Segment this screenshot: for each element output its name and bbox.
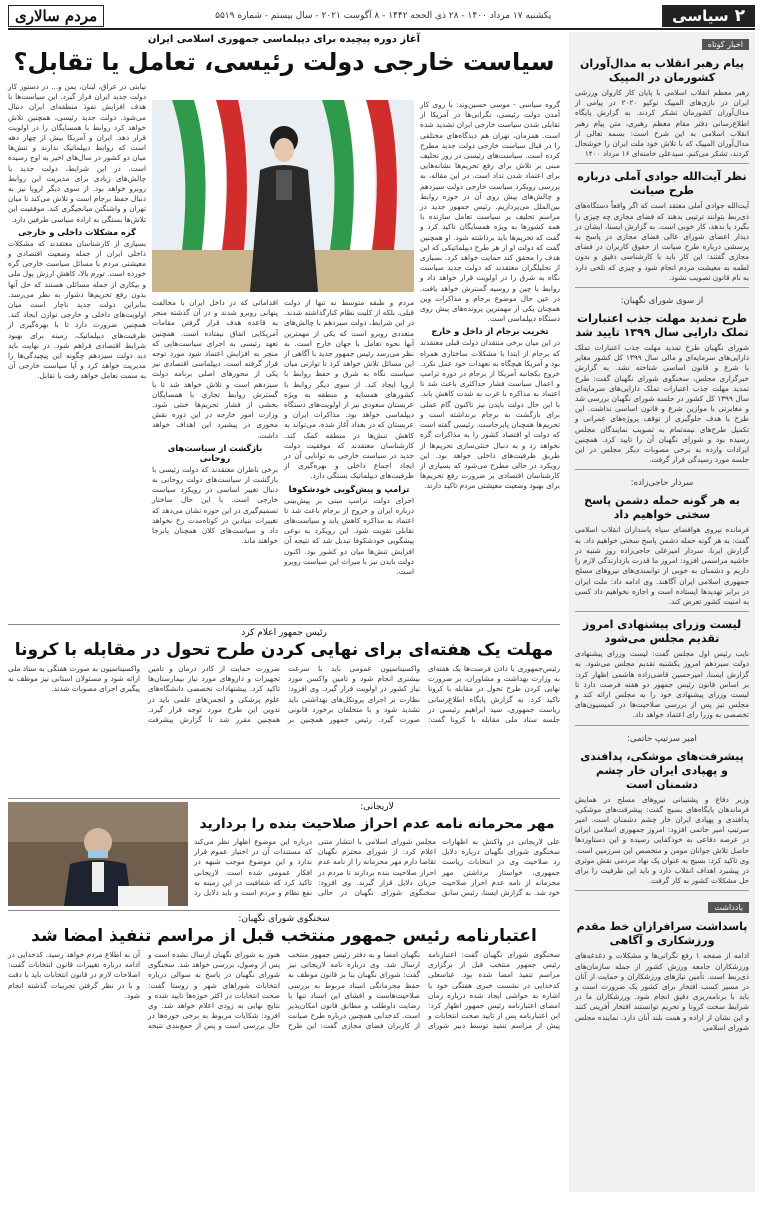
sidebar-story-title: پیشرفت‌های موشکی، پدافندی و پهپادی ایران خار چشم دشمنان است bbox=[580, 749, 744, 791]
dateline: یکشنبه ۱۷ مرداد ۱۴۰۰ - ۲۸ ذی الحجه ۱۴۴۲ - ۸ آگوست ۲۰۲۱ - سال بیستم - شماره ۵۵۱۹ bbox=[215, 11, 552, 21]
section-badge bbox=[662, 5, 755, 27]
lead-column-1 bbox=[420, 100, 560, 620]
story-headline: اعتبارنامه رئیس جمهور منتخب قبل از مراسم تنفیذ امضا شد bbox=[31, 926, 537, 946]
lead-text: نیابتی در عراق، لبنان، یمن و... در دستور کار دولت جدید ایران قرار گیرد. این سیاست‌ها با هدف افزایش نفوذ منطقه‌ای ایران دنبال می‌شود. دولت جدید رئیسی، همچنین تلاش خواهد کرد روابط با همسایگان را در اولویت قرار دهد. ایران و آمریکا بیش از چهار دهه است که روابط دیپلماتیک ندارند و تنش‌ها میان دو کشور در سال‌های اخیر به اوج رسیده است. در این شرایط، دولت جدید با چالش‌های زیادی برای مدیریت این روابط روبرو خواهد بود. از سوی دیگر اروپا نیز به دنبال حفظ برجام است و تلاش می‌کند تا میان تهران و واشنگتن میانجیگری کند. موفقیت این تلاش‌ها بستگی به اراده سیاسی طرفین دارد. bbox=[8, 82, 146, 224]
sidebar-story-body: فرمانده نیروی هوافضای سپاه پاسداران انقلاب اسلامی گفت: به هر گونه حمله دشمن پاسخ سختی خواهیم داد. به گزارش ایرنا، سردار امیرعلی حاجی‌زاده روز شنبه در حاشیه مراسمی افزود: امروز ما قدرت بازدارندگی لازم را داریم و دشمنان به خوبی از توانمندی‌های نیروهای مسلح جمهوری اسلامی ایران آگاهند. وی ادامه داد: ملت ایران در برابر تهدیدها ایستاده است و اجازه نخواهیم داد کسی به امنیت کشور تعرض کند. bbox=[575, 525, 749, 606]
sidebar-story-title: نظر آیت‌الله جوادی آملی درباره طرح صیانت bbox=[577, 170, 747, 198]
story-text: سخنگوی شورای نگهبان گفت: اعتبارنامه رئیس جمهور منتخب قبل از برگزاری مراسم تنفیذ امضا شده بود. عباسعلی کدخدایی در نشست خبری هفتگی خود با اشاره به حواشی ایجاد شده درباره زمان امضای اعتبارنامه رئیس جمهور اظهار کرد: این اعتبارنامه پس از تایید صحت انتخابات و پیش از مراسم تنفیذ توسط دبیر شورای نگهبان امضا و به دفتر رئیس جمهور منتخب ارسال شد. وی درباره نامه لاریجانی نیز گفت: شورای نگهبان بنا بر قانون موظف به حفظ محرمانگی اسناد مربوط به بررسی صلاحیت‌هاست و افشای این اسناد تنها با رضایت داوطلب و مطابق قانون امکان‌پذیر است. کدخدایی همچنین درباره طرح صیانت از کاربران فضای مجازی گفت: این طرح هنوز به شورای نگهبان ارسال نشده است و پس از وصول، بررسی خواهد شد. سخنگوی شورای نگهبان در پاسخ به سوالی درباره انتخابات شوراهای شهر و روستا گفت: صحت انتخابات در اکثر حوزه‌ها تایید شده و نتایج نهایی به زودی اعلام خواهد شد. وی افزود: شکایات مربوط به برخی حوزه‌ها در حال بررسی است و پس از جمع‌بندی نتیجه آن به اطلاع مردم خواهد رسید. کدخدایی در ادامه درباره تغییرات قانون انتخابات گفت: اصلاحات لازم در قانون انتخابات باید با دقت و با در نظر گرفتن تجربیات گذشته انجام شود. bbox=[8, 950, 560, 1031]
page-number: ۲ bbox=[734, 6, 745, 26]
larijani-photo bbox=[8, 802, 188, 906]
story-kicker: لاریجانی: bbox=[360, 802, 394, 812]
sidebar-story-body: ادامه از صفحه ۱ رفع نگرانی‌ها و مشکلات و دغدغه‌های ورزشکاران جامعه ورزش کشور از جمله سازمان‌های ذی‌ربط است. تأمین نیازهای ورزشکاران و حمایت از آنان در مسیر کسب افتخار برای کشور یک ضرورت است و باید با برنامه‌ریزی دقیق انجام شود. ورزشکاران ما در شرایط سخت کرونا و تحریم توانستند افتخار آفرینی کنند و این نشان از اراده و همت بلند آنان دارد. نماینده مجلس شورای اسلامی bbox=[575, 951, 749, 1032]
sidebar-story-title: پیام رهبر انقلاب به مدال‌آوران کشورمان در المپیک bbox=[579, 57, 745, 84]
section-name: سیاسی bbox=[672, 7, 729, 25]
lead-kicker: آغاز دوره پیچیده برای دیپلماسی جمهوری اسلامی ایران bbox=[147, 34, 421, 45]
sidebar-story-kicker: از سوی شورای نگهبان: bbox=[620, 296, 704, 307]
page-header bbox=[8, 4, 755, 30]
newspaper-logo: مردم سالاری bbox=[8, 5, 104, 27]
story-text: رئیس‌جمهوری با دادن فرصت‌ها یک هفته‌ای به وزارت بهداشت و مشاوران، بر ضرورت نهایی کردن طرح تحول در مقابله با کرونا تاکید کرد. به گزارش پایگاه اطلاع‌رسانی ریاست جمهوری، سید ابراهیم رئیسی در جلسه ستاد ملی مقابله با کرونا گفت: واکسیناسیون عمومی باید با سرعت بیشتری انجام شود و تامین واکسن مورد نیاز کشور در اولویت قرار گیرد. وی افزود: نظارت بر اجرای پروتکل‌های بهداشتی باید تشدید شود و با متخلفان برخورد قانونی صورت گیرد. رئیس جمهور همچنین بر ضرورت حمایت از کادر درمان و تامین تجهیزات و داروهای مورد نیاز بیمارستان‌ها تاکید کرد. پیشنهادات تخصصی دانشگاه‌های علوم پزشکی و انجمن‌های علمی باید در تدوین این طرح مورد توجه قرار گیرد. همچنین مقرر شد تا گزارش پیشرفت واکسیناسیون به صورت هفتگی به ستاد ملی ارائه شود و مسئولان استانی نیز موظف به پیگیری اجرای مصوبات شدند. bbox=[8, 664, 560, 725]
sidebar-story-body: وزیر دفاع و پشتیبانی نیروهای مسلح در همایش فرماندهان پایگاه‌های بسیج گفت: پیشرفت‌های موشکی، پدافندی و پهپادی ایران خار چشم دشمنان است. امیر سرتیپ امیر حاتمی افزود: امروز جمهوری اسلامی ایران در عرصه دفاعی به خودکفایی رسیده و این دستاوردها حاصل تلاش جوانان مومن و متخصص این سرزمین است. وی تاکید کرد: بسیج به عنوان یک نهاد مردمی نقش موثری در پیشبرد اهداف انقلاب دارد و باید این ظرفیت را برای حل مشکلات کشور به کار گرفت. bbox=[575, 794, 749, 886]
story-larijani bbox=[194, 802, 560, 906]
sidebar-story-kicker: سردار حاجی‌زاده: bbox=[630, 478, 694, 489]
sidebar-tag-note: یادداشت bbox=[708, 902, 749, 913]
story-kicker: رئیس جمهور اعلام کرد bbox=[241, 628, 327, 638]
lead-text: بسیاری از کارشناسان معتقدند که مشکلات داخلی ایران از جمله وضعیت اقتصادی و معیشتی مردم با مسائل سیاست خارجی گره خورده است. تورم بالا، کاهش ارزش پول ملی و بیکاری از جمله مسائلی هستند که حل آنها بدون رفع تحریم‌ها دشوار به نظر می‌رسد. بنابراین دولت جدید ناچار است میان اولویت‌های داخلی و خارجی توازن ایجاد کند. همچنین ضرورت دارد تا با بهره‌گیری از ظرفیت‌های دیپلماتیک، زمینه برای بهبود شرایط اقتصادی فراهم شود. در نهایت باید دید دولت سیزدهم چگونه این پیچیدگی‌ها را مدیریت خواهد کرد و آیا سیاست خارجی آن به سمت تعامل خواهد رفت یا تقابل. bbox=[8, 238, 146, 381]
sidebar-story-body: شورای نگهبان طرح تمدید مهلت جذب اعتبارات تملک دارایی‌های سرمایه‌ای و مالی سال ۱۳۹۹ کل کشور مغایر با شرع و قانون اساسی شناخته نشد. به گزارش خبرگزاری مجلس، سخنگوی شورای نگهبان گفت: طرح تمدید مهلت جذب اعتبارات تملک دارایی‌های سرمایه‌ای سال ۱۳۹۹ کل کشور در جلسه شورای نگهبان بررسی شد و مغایرتی با موازین شرع و قانون اساسی نداشت. این طرح با هدف جلوگیری از توقف پروژه‌های عمرانی و تکمیل طرح‌های نیمه‌تمام به تصویب نمایندگان مجلس رسیده بود و شورای نگهبان آن را تایید کرد. همچنین ایرادات وارده به برخی مصوبات دیگر مجلس در این جلسه مورد رسیدگی قرار گرفت. bbox=[575, 343, 750, 465]
lead-text: اجرای دولت ترامپ مبنی بر پیش‌بینی درباره ایران و خروج از برجام باعث شد تا اعتماد به مذاکره کاهش یابد و سیاست‌های تقابلی تقویت شود. این رویکرد به نوعی پیشگویی خودشکوفا تبدیل شد که نتیجه آن افزایش تنش‌ها میان دو کشور بود. اکنون دولت بایدن نیز با میراث این سیاست روبرو است. bbox=[284, 495, 414, 577]
sidebar-story-body: نایب رئیس اول مجلس گفت: لیست وزرای پیشنهادی دولت سیزدهم امروز یکشنبه تقدیم مجلس می‌شود. به گزارش ایسنا، امیرحسین قاضی‌زاده هاشمی اظهار کرد: بر اساس قانون رئیس جمهور دو هفته فرصت دارد تا لیست وزرای پیشنهادی خود را به مجلس ارائه کند و مجلس نیز پس از بررسی صلاحیت‌ها در کمیسیون‌های تخصصی به وزرا رای اعتماد خواهد داد. bbox=[575, 649, 749, 720]
news-sidebar bbox=[569, 32, 755, 1192]
story-guardian-council bbox=[8, 914, 560, 1224]
lead-column-3 bbox=[152, 298, 278, 620]
main-content bbox=[8, 32, 560, 1192]
larijani-photo-graphic bbox=[8, 802, 188, 906]
story-corona bbox=[8, 628, 560, 794]
story-headline: مهر محرمانه نامه عدم احراز صلاحیت بنده را بردارید bbox=[199, 816, 555, 832]
sidebar-story-body: آیت‌الله جوادی آملی معتقد است که اگر واقعاً دستگاه‌های ذی‌ربط بتوانند ترتیبی بدهند که فضای مجازی چه چیزی را بگیرد یا ندهد، کار خوبی است. به گزارش ایسنا، ایشان در دیدار اعضای شورای عالی فضای مجازی در پاسخ به پرسشی درباره طرح صیانت از حقوق کاربران در فضای مجازی گفتند: این کار باید با کارشناسی دقیق و بدون لطمه به معیشت مردم انجام شود و چیزی که تلخی دارد به نام قانون تصویب نشود. bbox=[575, 201, 749, 282]
story-kicker: سخنگوی شورای نگهبان: bbox=[238, 914, 330, 924]
lead-column-4 bbox=[8, 82, 146, 620]
lead-text: در این میان برخی منتقدان دولت قبلی معتقدند که برجام از ابتدا با مشکلات ساختاری همراه بود و آمریکا هیچگاه به تعهدات خود عمل نکرد. خروج یکجانبه آمریکا از برجام در دوره ترامپ و اعمال سیاست فشار حداکثری باعث شد تا اعتماد به مذاکره با غرب به شدت کاهش یابد. با این حال دولت بایدن نیز تاکنون گام عملی برای بازگشت به برجام برنداشته است و تحریم‌ها همچنان پابرجاست. رئیسی گفته است که دولت او اقتصاد کشور را به مذاکرات گره نخواهد زد و به دنبال خنثی‌سازی تحریم‌ها از طریق ظرفیت‌های داخلی خواهد بود. این رویکرد در حالی مطرح می‌شود که بسیاری از کارشناسان اقتصادی بر ضرورت رفع تحریم‌ها برای بهبود وضعیت معیشتی مردم تاکید دارند. bbox=[420, 338, 560, 491]
lead-subhead: ترامپ و پیش‌گویی خودشکوفا bbox=[288, 483, 410, 494]
sidebar-tag-short-news: اخبار کوتاه bbox=[702, 39, 749, 50]
sidebar-story-kicker: امیر سرتیپ حاتمی: bbox=[627, 733, 697, 744]
president-photo bbox=[152, 100, 414, 292]
sidebar-story-title: طرح تمدید مهلت جذب اعتبارات تملک دارایی سال ۱۳۹۹ تایید شد bbox=[575, 312, 749, 340]
story-text: علی لاریجانی در واکنش به اظهارات سخنگوی شورای نگهبان درباره دلایل رد صلاحیت وی در انتخابات ریاست جمهوری، خواستار برداشتن مهر محرمانه از نامه عدم احراز صلاحیت خود شد. به گزارش ایسنا، رئیس سابق مجلس شورای اسلامی با انتشار متنی اعلام کرد: از شورای محترم نگهبان تقاضا دارم مهر محرمانه را از نامه عدم احراز صلاحیت بنده بردارند تا مردم در جریان دلایل قرار گیرند. وی افزود: سخنگوی شورای نگهبان در حالی درباره این موضوع اظهار نظر می‌کند که مستندات آن در اختیار عموم قرار ندارد و این موضوع موجب شبهه در افکار عمومی شده است. لاریجانی تاکید کرد که شفافیت در این زمینه به نفع نظام و مردم است و باید دلایل رد bbox=[194, 837, 560, 898]
lead-text: برخی ناظران معتقدند که دولت رئیسی با بازگشت از سیاست‌های دولت روحانی به دنبال تغییر اساسی در رویکرد سیاست خارجی است. با این حال ساختار تصمیم‌گیری در این حوزه نشان می‌دهد که تغییرات بنیادین در کوتاه‌مدت رخ نخواهد داد و سیاست‌های کلان همچنان پابرجا خواهند ماند. bbox=[152, 464, 278, 546]
sidebar-story-title: به هر گونه حمله دشمن پاسخ سختی خواهیم داد bbox=[584, 494, 740, 522]
sidebar-story-body: رهبر معظم انقلاب اسلامی با پایان کار کاروان ورزشی ایران در بازی‌های المپیک توکیو ۲۰۲۰ در پیامی از مدال‌آوران کشورمان تشکر کردند. به گزارش پایگاه اطلاع‌رسانی دفتر مقام معظم رهبری، متن پیام رهبر انقلاب اسلامی به این شرح است: بسمه تعالی از مدال‌آوران المپیک که با تلاش خود ملت ایران را خوشحال کردند، تشکر می‌کنم. سیدعلی خامنه‌ای ۱۶ مرداد ۱۴۰۰ bbox=[575, 88, 750, 159]
story-headline: مهلت یک هفته‌ای برای نهایی کردن طرح تحول در مقابله با کرونا bbox=[14, 640, 554, 660]
lead-column-2 bbox=[284, 298, 414, 620]
sidebar-story-title: پاسداشت سرافرازان خط مقدم ورزشکاری و آگاهی bbox=[576, 920, 748, 948]
lead-headline: سیاست خارجی دولت رئیسی، تعامل یا تقابل؟ bbox=[13, 48, 555, 76]
lead-text: مردم و طبقه متوسط نه تنها از دولت قبلی، بلکه از کلیت نظام کنارگذاشته شدند. در این شرایط، دولت سیزدهم با چالش‌های متعددی روبرو است که یکی از مهمترین آنها نحوه تعامل با جهان خارج است. به نظر می‌رسد رئیس جمهور جدید با آگاهی از این مسائل تلاش خواهد کرد تا توازنی میان سیاست نگاه به شرق و حفظ روابط با اروپا ایجاد کند. از سوی دیگر روابط با کشورهای همسایه و منطقه به ویژه عربستان سعودی نیز از اولویت‌های دستگاه دیپلماسی خواهد بود. مذاکرات ایران و عربستان که در بغداد آغاز شده، می‌تواند به کاهش تنش‌ها در منطقه کمک کند. کارشناسان معتقدند که موفقیت دولت جدید در سیاست خارجی به توانایی آن در ایجاد اجماع داخلی و بهره‌گیری از ظرفیت‌های دیپلماتیک بستگی دارد. bbox=[284, 298, 414, 481]
lead-subhead: تخریب برجام از داخل و خارج bbox=[431, 326, 549, 337]
lead-subhead: بازگشت از سیاست‌های روحانی bbox=[167, 442, 263, 463]
sidebar-story-title: لیست وزرای پیشنهادی امروز تقدیم مجلس می‌شود bbox=[582, 618, 742, 646]
president-photo-graphic bbox=[152, 100, 414, 292]
lead-text: گروه سیاسی - موسی حسین‌وند: با روی کار آمدن دولت رئیسی، نگرانی‌ها در آمریکا از تقابلی شدن سیاست خارجی ایران تشدید شده است. همزمان، تهران هم دیدگاه‌های مختلفی را در قبال سیاست خارجی دولت جدید مطرح کرده است. سیاست‌های رئیسی در روز تحلیف مبنی بر تلاش برای رفع تحریم‌ها نشانه‌هایی برای اعتماد شدن تداد است. در این مقاله، به بررسی رویکرد سیاست خارجی دولت سیزدهم و چالش‌های پیش روی آن در حوزه روابط بین‌الملل می‌پردازیم. رئیس جمهور جدید در مراسم تحلیف بر سیاست تعامل سازنده با همه کشورها به ویژه همسایگان تاکید کرد و گفت که تحریم‌ها باید برداشته شود. او همچنین گفت که دولت او از هر طرح دیپلماتیکی که این هدف را محقق کند حمایت خواهد کرد. بسیاری از تحلیلگران معتقدند که دولت جدید سیاست نگاه به شرق را در اولویت قرار خواهد داد و روابط با چین و روسیه گسترش خواهد یافت. در عین حال موضوع برجام و مذاکرات وین همچنان یکی از مهمترین پرونده‌های پیش روی دستگاه دیپلماسی است. bbox=[420, 100, 560, 324]
lead-text: اقداماتی که در داخل ایران با مخالفت پنهانی روبرو شدند و در آن گذشته منجر به قاعده هدف قرار گرفتن مقامات آمریکایی اتفاق نیفتاده است. همچنین تعهد رئیسی به اجرای سیاست‌هایی که منجر به افزایش اعتماد شود مورد توجه قرار گرفته است. دیپلماسی اقتصادی نیز یکی از محورهای اصلی برنامه دولت سیزدهم است و تلاش خواهد شد تا با گسترش روابط تجاری با همسایگان بخشی از فشار تحریم‌ها خنثی شود. وزارت امور خارجه در این دوره نقش محوری در پیشبرد این اهداف خواهد داشت. bbox=[152, 298, 278, 440]
lead-subhead: گره مشکلات داخلی و خارجی bbox=[18, 226, 136, 237]
